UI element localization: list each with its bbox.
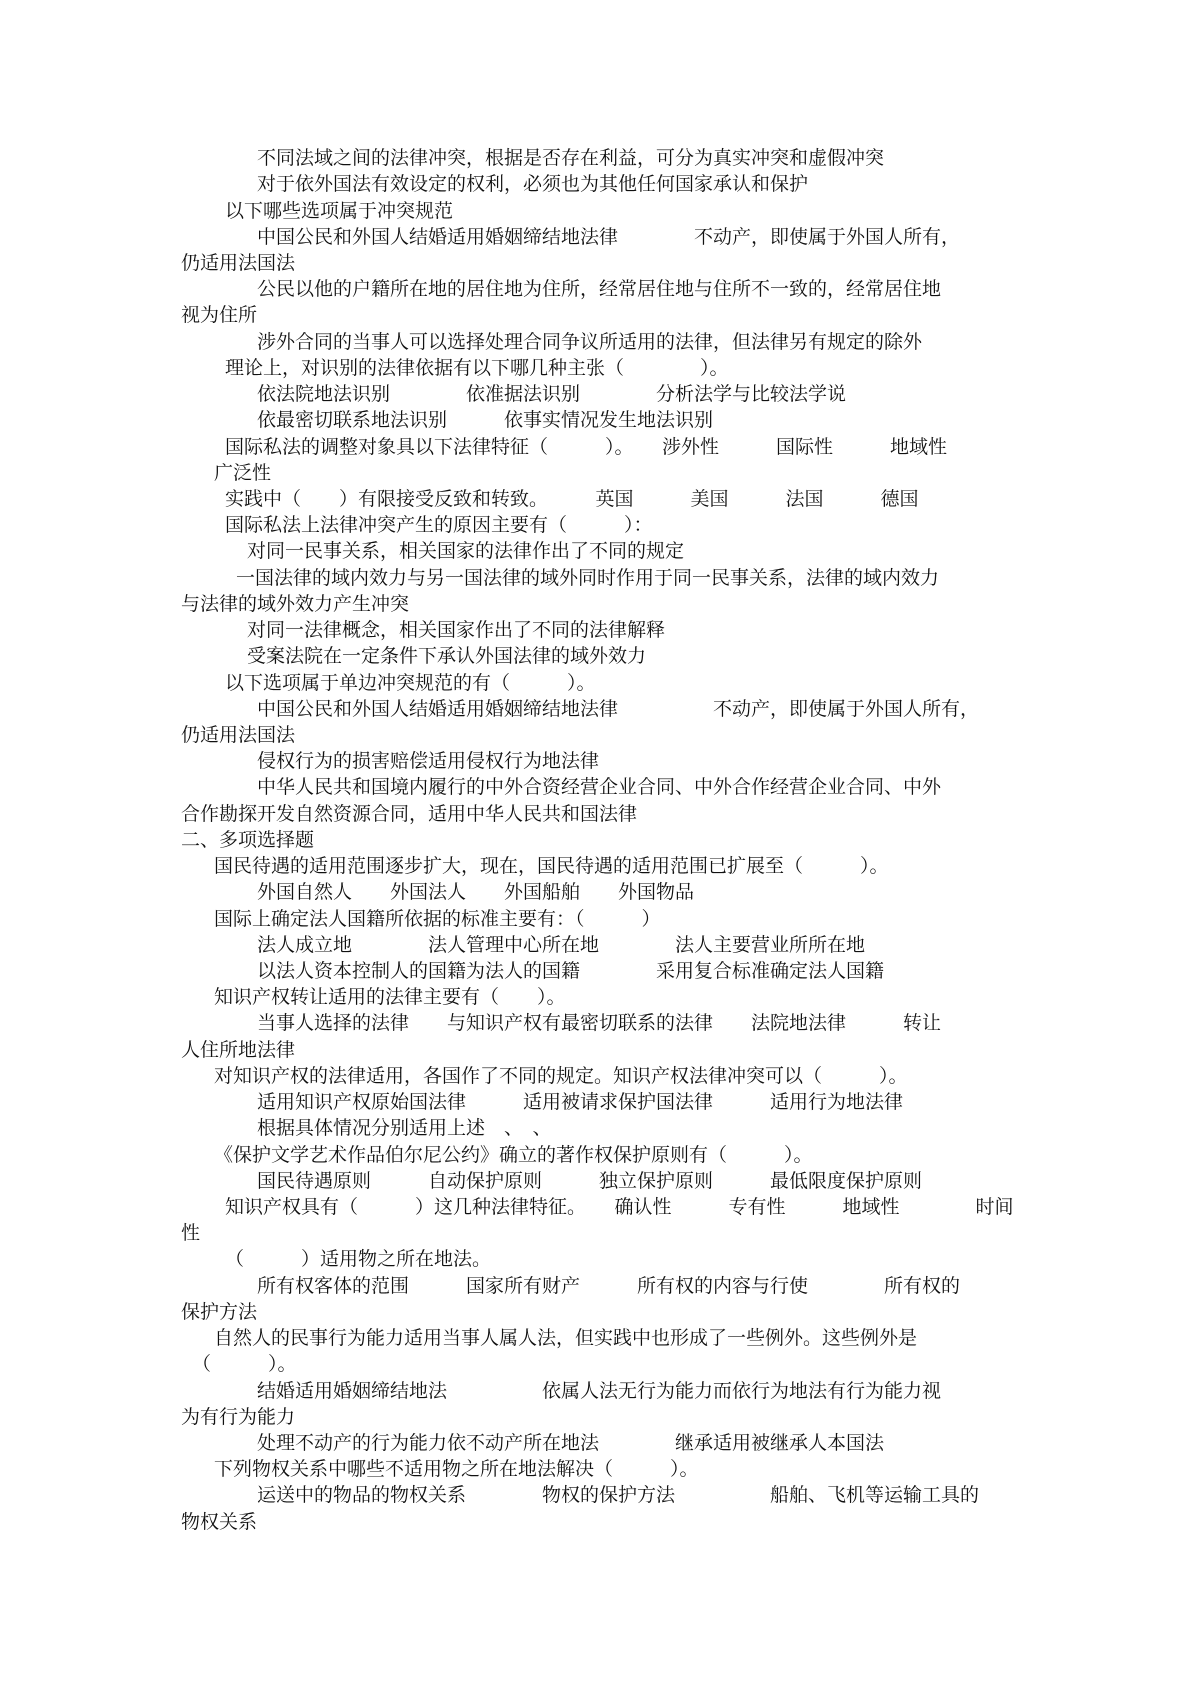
text-line: 国际私法的调整对象具以下法律特征（ ）。 涉外性 国际性 地域性 (225, 436, 948, 458)
text-line: 中国公民和外国人结婚适用婚姻缔结地法律 不动产，即使属于外国人所有， (257, 698, 980, 720)
text-line: 《保护文学艺术作品伯尔尼公约》确立的著作权保护原则有（ ）。 (214, 1144, 813, 1166)
text-line: 依法院地法识别 依准据法识别 分析法学与比较法学说 (257, 383, 847, 405)
text-line: 中华人民共和国境内履行的中外合资经营企业合同、中外合作经营企业合同、中外 (257, 776, 942, 798)
text-line: 对同一法律概念，相关国家作出了不同的法律解释 (247, 619, 666, 641)
text-line: 根据具体情况分别适用上述 、 、 (257, 1117, 552, 1139)
text-line: 中国公民和外国人结婚适用婚姻缔结地法律 不动产，即使属于外国人所有， (257, 226, 961, 248)
text-line: 公民以他的户籍所在地的居住地为住所，经常居住地与住所不一致的，经常居住地 (257, 278, 942, 300)
text-line: 适用知识产权原始国法律 适用被请求保护国法律 适用行为地法律 (257, 1091, 904, 1113)
text-line: 以下选项属于单边冲突规范的有（ ）。 (225, 672, 596, 694)
text-line: 理论上，对识别的法律依据有以下哪几种主张（ ）。 (225, 357, 729, 379)
text-line: 物权关系 (181, 1511, 258, 1533)
text-line: 所有权客体的范围 国家所有财产 所有权的内容与行使 所有权的 (257, 1275, 961, 1297)
text-line: 自然人的民事行为能力适用当事人属人法，但实践中也形成了一些例外。这些例外是 (214, 1327, 918, 1349)
text-line: 人住所地法律 (181, 1039, 296, 1061)
text-line: 仍适用法国法 (181, 252, 296, 274)
text-line: 合作勘探开发自然资源合同，适用中华人民共和国法律 (181, 803, 638, 825)
text-line: 知识产权转让适用的法律主要有（ ）。 (214, 986, 566, 1008)
text-line: 国民待遇原则 自动保护原则 独立保护原则 最低限度保护原则 (257, 1170, 923, 1192)
text-line: （ ）适用物之所在地法。 (225, 1248, 492, 1270)
text-line: 与法律的域外效力产生冲突 (181, 593, 410, 615)
text-line: （ ）。 (192, 1353, 297, 1375)
text-line: 以下哪些选项属于冲突规范 (225, 200, 454, 222)
text-line: 侵权行为的损害赔偿适用侵权行为地法律 (257, 750, 600, 772)
text-line: 外国自然人 外国法人 外国船舶 外国物品 (257, 881, 695, 903)
text-line: 广泛性 (214, 462, 272, 484)
text-line: 实践中（ ）有限接受反致和转致。 英国 美国 法国 德国 (225, 488, 919, 510)
text-line: 为有行为能力 (181, 1406, 296, 1428)
text-line: 国际上确定法人国籍所依据的标准主要有：（ ） (214, 908, 661, 930)
text-line: 当事人选择的法律 与知识产权有最密切联系的法律 法院地法律 转让 (257, 1012, 942, 1034)
text-line: 视为住所 (181, 304, 258, 326)
text-line: 法人成立地 法人管理中心所在地 法人主要营业所所在地 (257, 934, 866, 956)
text-line: 对知识产权的法律适用，各国作了不同的规定。知识产权法律冲突可以（ ）。 (214, 1065, 908, 1087)
section-heading: 二、多项选择题 (181, 829, 315, 851)
text-line: 不同法域之间的法律冲突，根据是否存在利益，可分为真实冲突和虚假冲突 (257, 147, 885, 169)
text-line: 下列物权关系中哪些不适用物之所在地法解决（ ）。 (214, 1458, 699, 1480)
text-line: 保护方法 (181, 1301, 258, 1323)
text-line: 涉外合同的当事人可以选择处理合同争议所适用的法律，但法律另有规定的除外 (257, 331, 923, 353)
text-line: 一国法律的域内效力与另一国法律的域外同时作用于同一民事关系，法律的域内效力 (236, 567, 940, 589)
text-line: 受案法院在一定条件下承认外国法律的域外效力 (247, 645, 647, 667)
text-line: 运送中的物品的物权关系 物权的保护方法 船舶、飞机等运输工具的 (257, 1484, 980, 1506)
text-line: 对于依外国法有效设定的权利，必须也为其他任何国家承认和保护 (257, 173, 809, 195)
text-line: 依最密切联系地法识别 依事实情况发生地法识别 (257, 409, 714, 431)
text-line: 结婚适用婚姻缔结地法 依属人法无行为能力而依行为地法有行为能力视 (257, 1380, 942, 1402)
text-line: 以法人资本控制人的国籍为法人的国籍 采用复合标准确定法人国籍 (257, 960, 885, 982)
text-line: 国际私法上法律冲突产生的原因主要有（ ）： (225, 514, 653, 536)
text-line: 处理不动产的行为能力依不动产所在地法 继承适用被继承人本国法 (257, 1432, 885, 1454)
text-line: 对同一民事关系，相关国家的法律作出了不同的规定 (247, 540, 685, 562)
text-line: 性 (181, 1222, 201, 1244)
text-line: 国民待遇的适用范围逐步扩大，现在，国民待遇的适用范围已扩展至（ ）。 (214, 855, 889, 877)
text-line: 知识产权具有（ ）这几种法律特征。 确认性 专有性 地域性 时间 (225, 1196, 1014, 1218)
text-line: 仍适用法国法 (181, 724, 296, 746)
